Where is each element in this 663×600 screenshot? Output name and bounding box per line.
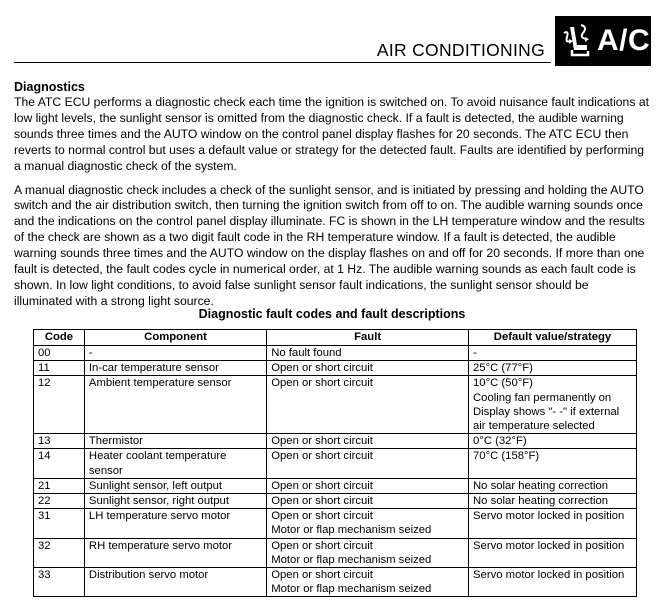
fault-line: No fault found	[271, 347, 342, 359]
cell-code: 12	[34, 376, 85, 434]
header-component: Component	[84, 330, 266, 346]
default-line: Servo motor locked in position	[473, 539, 625, 552]
table-row	[34, 494, 637, 509]
cell-code: 00	[34, 346, 85, 361]
cell-component: Ambient temperature sensor	[84, 376, 266, 434]
table-row	[34, 509, 637, 538]
cell-component: Heater coolant temperature sensor	[84, 449, 266, 478]
cell-component: Distribution servo motor	[84, 568, 266, 597]
cell-default	[469, 494, 637, 509]
cell-default	[469, 538, 637, 567]
fault-line: Open or short circuit	[271, 362, 373, 375]
table-header-row	[34, 330, 637, 346]
cell-fault	[267, 538, 469, 567]
cell-component: Thermistor	[84, 434, 266, 449]
cell-fault	[267, 568, 469, 597]
cell-component: Sunlight sensor, right output	[84, 494, 266, 509]
paragraph-manual-check: A manual diagnostic check includes a check of the sunlight sensor, and is initiated by pressing and holding the AUTO switch and the air distribution switch, then turning the ignition switch from off to on. The audible warning sounds once and the indications on the control panel display illuminate. FC is shown in the LH temperature window and the results of the check are shown as a two digit fault code in the RH temperature window. If a fault is detected, the audible warning sounds three times and the AUTO window on the display flashes on and off for 20 seconds. If more than one fault is detected, the fault codes cycle in numerical order, at 1 Hz. The audible warning sounds as each fault code is shown. In low light conditions, to avoid false sunlight sensor fault indications, the sunlight sensor should be illuminated with a strong light source.	[14, 182, 645, 308]
fault-line: Open or short circuit	[271, 479, 373, 492]
cell-code: 31	[34, 509, 85, 538]
cell-component: -	[84, 346, 266, 361]
fault-line: Motor or flap mechanism seized	[271, 583, 432, 596]
badge-label: A/C	[597, 24, 651, 57]
cell-fault	[267, 509, 469, 538]
default-line: Servo motor locked in position	[473, 510, 625, 523]
default-line: No solar heating correction	[473, 479, 609, 492]
header-divider	[14, 62, 551, 63]
cell-component: RH temperature servo motor	[84, 538, 266, 567]
cell-fault	[267, 434, 469, 449]
paragraph-auto-check: The ATC ECU performs a diagnostic check each time the ignition is switched on. To avoid nuisance fault indications at low light levels, the sunlight sensor is omitted from the diagnostic check. If a fault is detected, the audible warning sounds three times and the AUTO window on the control panel display flashes for 20 seconds. The ATC ECU then reverts to normal control but uses a default value or strategy for the detected fault. Faults are identified by performing a manual diagnostic check of the system.	[14, 95, 649, 173]
cell-fault	[267, 376, 469, 434]
table-row	[34, 478, 637, 493]
cell-default	[469, 434, 637, 449]
fault-line: Open or short circuit	[271, 450, 373, 463]
section-heading: Diagnostics	[14, 80, 85, 94]
table-row	[34, 346, 637, 361]
cell-fault	[267, 494, 469, 509]
ac-badge	[555, 16, 651, 66]
cell-fault	[267, 361, 469, 376]
cell-default	[469, 361, 637, 376]
seat-airflow-icon	[561, 21, 595, 61]
fault-line: Open or short circuit	[271, 510, 373, 523]
header-code: Code	[34, 330, 85, 346]
table-body	[34, 346, 637, 597]
cell-code: 14	[34, 449, 85, 478]
default-line: 25°C (77°F)	[473, 362, 533, 375]
cell-fault	[267, 346, 469, 361]
header-fault: Fault	[267, 330, 469, 346]
cell-component: Sunlight sensor, left output	[84, 478, 266, 493]
default-line: 70°C (158°F)	[473, 450, 540, 463]
header-default: Default value/strategy	[469, 330, 637, 346]
cell-default	[469, 509, 637, 538]
table-title: Diagnostic fault codes and fault descriptions	[198, 307, 466, 321]
default-line: 0°C (32°F)	[473, 435, 527, 448]
default-line: -	[473, 347, 477, 359]
fault-line: Open or short circuit	[271, 435, 373, 448]
default-line: No solar heating correction	[473, 495, 609, 508]
section-title: AIR CONDITIONING	[376, 40, 545, 60]
table-row	[34, 376, 637, 434]
fault-line: Open or short circuit	[271, 377, 373, 390]
table-row	[34, 568, 637, 597]
default-line: 10°C (50°F)	[473, 377, 533, 390]
cell-code: 13	[34, 434, 85, 449]
cell-component: In-car temperature sensor	[84, 361, 266, 376]
fault-line: Motor or flap mechanism seized	[271, 524, 432, 537]
fault-line: Open or short circuit	[271, 539, 373, 552]
cell-fault	[267, 449, 469, 478]
fault-line: Open or short circuit	[271, 495, 373, 508]
cell-code: 11	[34, 361, 85, 376]
page-header	[0, 0, 663, 66]
default-line: Cooling fan permanently on	[473, 391, 612, 404]
table-row	[34, 538, 637, 567]
default-line: air temperature selected	[473, 420, 595, 433]
cell-default	[469, 449, 637, 478]
cell-default	[469, 346, 637, 361]
cell-default	[469, 376, 637, 434]
cell-code: 33	[34, 568, 85, 597]
cell-code: 32	[34, 538, 85, 567]
fault-line: Motor or flap mechanism seized	[271, 553, 432, 566]
fault-code-table	[33, 329, 637, 597]
cell-component: LH temperature servo motor	[84, 509, 266, 538]
default-line: Servo motor locked in position	[473, 569, 625, 582]
cell-default	[469, 568, 637, 597]
fault-line: Open or short circuit	[271, 569, 373, 582]
cell-fault	[267, 478, 469, 493]
cell-code: 22	[34, 494, 85, 509]
diagnostics-section	[14, 80, 650, 310]
default-line: Display shows "- -" if external	[473, 405, 620, 418]
table-row	[34, 449, 637, 478]
table-row	[34, 361, 637, 376]
table-row	[34, 434, 637, 449]
cell-code: 21	[34, 478, 85, 493]
cell-default	[469, 478, 637, 493]
